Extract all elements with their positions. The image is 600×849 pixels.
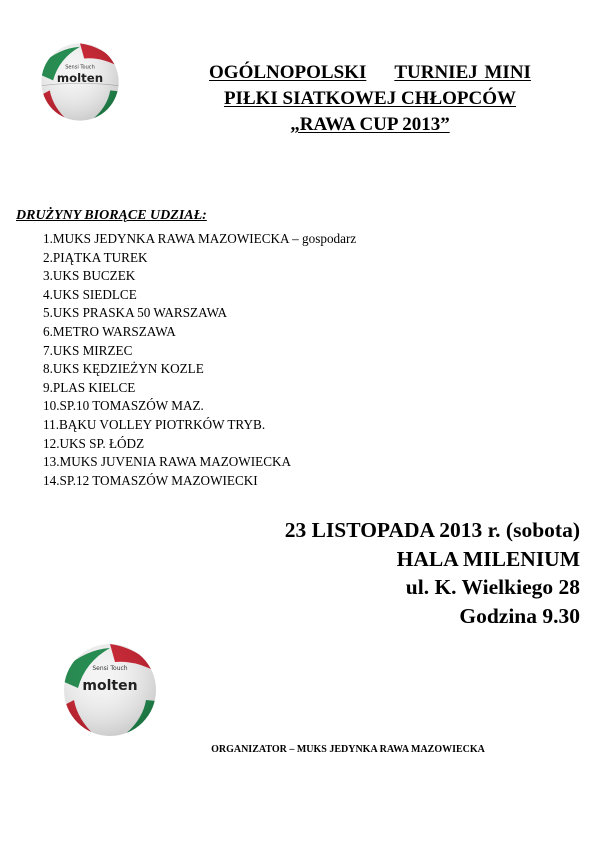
team-item: 14.SP.12 TOMASZÓW MAZOWIECKI xyxy=(43,472,258,488)
team-item: 4.UKS SIEDLCE xyxy=(43,286,137,302)
ball-model-text: Sensi Touch xyxy=(92,665,128,672)
team-item: 11.BĄKU VOLLEY PIOTRKÓW TRYB. xyxy=(43,416,266,432)
teams-list xyxy=(43,230,356,490)
volleyball-logo-bottom xyxy=(60,640,160,740)
ball-brand-text: molten xyxy=(82,678,138,694)
event-date: 23 LISTOPADA 2013 r. (sobota) xyxy=(284,518,580,542)
title-line-2: PIŁKI SIATKOWEJ CHŁOPCÓW xyxy=(223,88,517,109)
team-item: 9.PLAS KIELCE xyxy=(43,379,136,395)
ball-model-text: Sensi Touch xyxy=(65,64,95,71)
ball-brand-text: molten xyxy=(56,71,104,85)
team-item: 8.UKS KĘDZIEŻYN KOZLE xyxy=(43,361,204,377)
team-item: 3.UKS BUCZEK xyxy=(43,268,136,284)
title-line-1: OGÓLNOPOLSKI TURNIEJ MINI xyxy=(209,62,531,83)
team-item: 7.UKS MIRZEC xyxy=(43,342,133,358)
teams-heading: DRUŻYNY BIORĄCE UDZIAŁ: xyxy=(16,208,207,223)
team-item: 5.UKS PRASKA 50 WARSZAWA xyxy=(43,305,228,321)
team-item: 13.MUKS JUVENIA RAWA MAZOWIECKA xyxy=(43,454,292,470)
team-item: 1.MUKS JEDYNKA RAWA MAZOWIECKA – gospodarz xyxy=(43,231,357,246)
event-time: Godzina 9.30 xyxy=(459,603,580,628)
event-address: ul. K. Wielkiego 28 xyxy=(405,575,580,599)
volleyball-logo-top xyxy=(38,40,122,124)
team-item: 10.SP.10 TOMASZÓW MAZ. xyxy=(43,398,204,414)
team-item: 6.METRO WARSZAWA xyxy=(43,323,176,339)
team-item: 12.UKS SP. ŁÓDZ xyxy=(43,435,145,451)
event-details xyxy=(285,516,580,630)
title-line-3: „RAWA CUP 2013” xyxy=(290,114,450,135)
organizer: ORGANIZATOR – MUKS JEDYNKA RAWA MAZOWIECKA xyxy=(211,744,485,755)
tournament-title xyxy=(130,60,600,138)
team-item: 2.PIĄTKA TUREK xyxy=(43,249,148,265)
event-venue: HALA MILENIUM xyxy=(396,546,580,571)
